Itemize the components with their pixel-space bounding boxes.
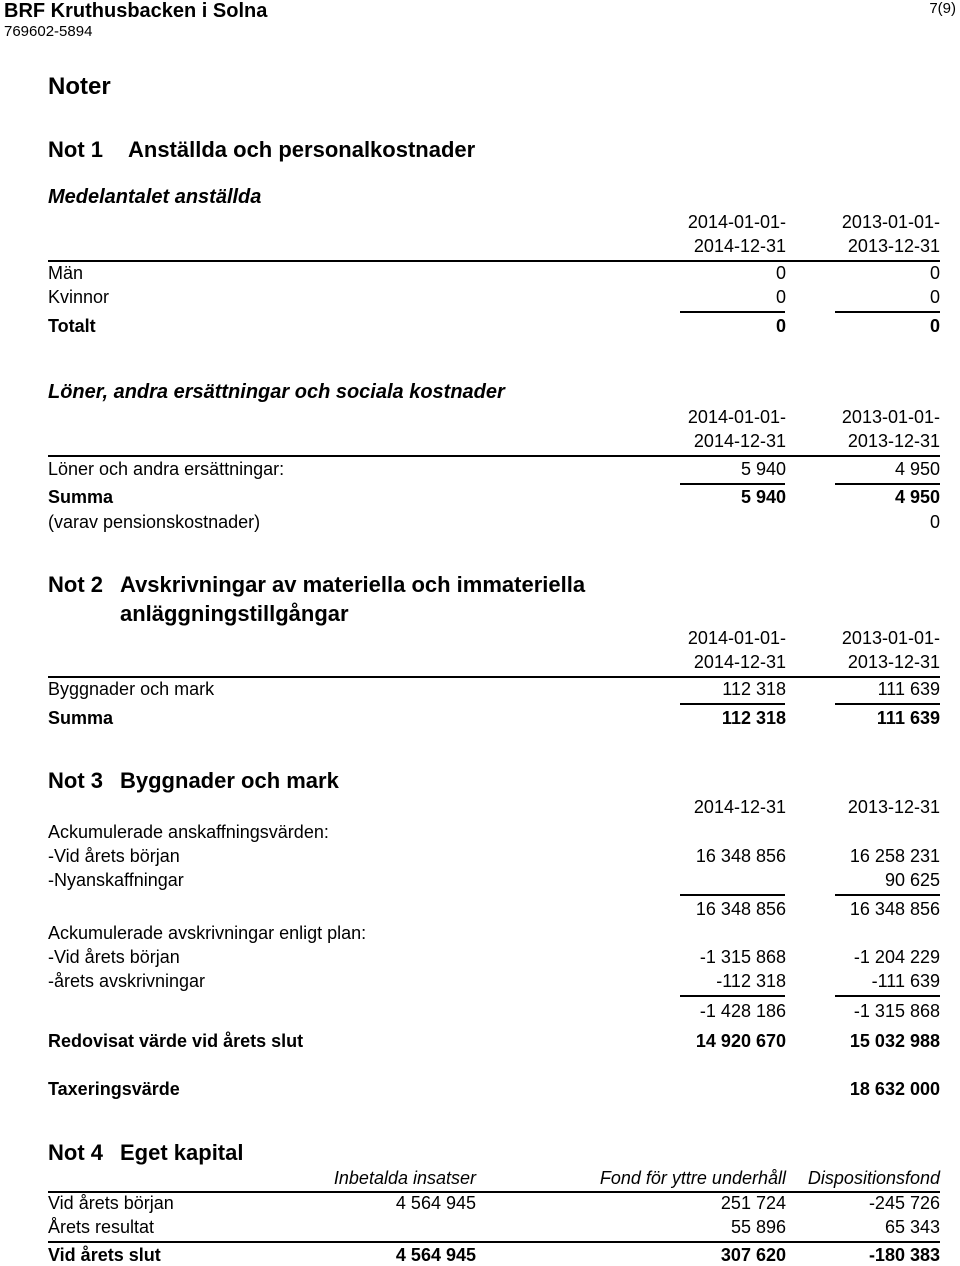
row-value: 55 896: [730, 1217, 786, 1237]
row-value: 112 318: [722, 679, 786, 699]
tax-value-label: Taxeringsvärde: [48, 1079, 180, 1099]
col1-header-line2: 2014-12-31: [693, 652, 786, 672]
total-value: 0: [929, 316, 940, 336]
divider: [48, 260, 940, 262]
sum-line: [835, 703, 940, 705]
book-value: 15 032 988: [849, 1031, 940, 1051]
row-value: 90 625: [884, 870, 940, 890]
row-value: -1 204 229: [853, 947, 940, 967]
row-label: -Vid årets början: [48, 846, 180, 866]
col2-header-line1: 2013-01-01-: [841, 628, 940, 648]
col1-header-line2: 2014-12-31: [693, 431, 786, 451]
total-label: Totalt: [48, 316, 96, 336]
note4-title: Eget kapital: [120, 1140, 244, 1165]
equity-header-maintenance-fund: Fond för yttre underhåll: [599, 1168, 786, 1188]
row-value: 111 639: [877, 679, 940, 699]
divider: [48, 1241, 940, 1243]
subtotal-value: -1 428 186: [699, 1001, 786, 1021]
col2-header: 2013-12-31: [847, 797, 940, 817]
sum-value: 111 639: [876, 708, 940, 728]
row-value: 4 950: [894, 459, 940, 479]
divider: [48, 1191, 940, 1193]
sum-line: [680, 483, 785, 485]
row-value: 5 940: [740, 459, 786, 479]
acq-heading: Ackumulerade anskaffningsvärden:: [48, 822, 329, 842]
note3-number: Not 3: [48, 768, 103, 793]
row-label: Vid årets början: [48, 1193, 174, 1213]
employees-subtitle: Medelantalet anställda: [48, 186, 262, 208]
row-label: Män: [48, 263, 84, 283]
col1-header-line2: 2014-12-31: [693, 236, 786, 256]
row-value: -112 318: [716, 971, 786, 991]
total-value: 4 564 945: [395, 1245, 476, 1265]
note1-number: Not 1: [48, 137, 103, 162]
company-name: BRF Kruthusbacken i Solna: [4, 0, 268, 22]
salaries-subtitle: Löner, andra ersättningar och sociala kostnader: [48, 381, 505, 403]
row-value: 16 348 856: [695, 846, 786, 866]
col2-header-line2: 2013-12-31: [847, 652, 940, 672]
note4-number: Not 4: [48, 1140, 103, 1165]
row-value: 0: [929, 287, 940, 307]
sum-value: 112 318: [721, 708, 786, 728]
note3-title: Byggnader och mark: [120, 768, 339, 793]
sum-value: 4 950: [894, 487, 940, 507]
sum-label: Summa: [48, 487, 114, 507]
book-value: 14 920 670: [695, 1031, 786, 1051]
page-number: 7(9): [929, 0, 956, 17]
row-value: 4 564 945: [395, 1193, 476, 1213]
sum-label: Summa: [48, 708, 114, 728]
row-value: 251 724: [720, 1193, 786, 1213]
sum-line: [835, 483, 940, 485]
subtotal-value: 16 348 856: [849, 899, 940, 919]
dep-heading: Ackumulerade avskrivningar enligt plan:: [48, 923, 367, 943]
divider: [48, 676, 940, 678]
col2-header-line1: 2013-01-01-: [841, 212, 940, 232]
total-value: -180 383: [868, 1245, 940, 1265]
pension-value: 0: [929, 512, 940, 532]
sum-line: [835, 311, 940, 313]
col1-header-line1: 2014-01-01-: [687, 212, 786, 232]
row-label: Kvinnor: [48, 287, 110, 307]
row-value: 0: [775, 287, 786, 307]
equity-header-contributions: Inbetalda insatser: [333, 1168, 476, 1188]
total-label: Vid årets slut: [48, 1245, 161, 1265]
total-value: 0: [775, 316, 786, 336]
row-value: -245 726: [868, 1193, 940, 1213]
row-label: -årets avskrivningar: [48, 971, 206, 991]
total-value: 307 620: [720, 1245, 786, 1265]
sum-line: [835, 995, 940, 997]
col1-header-line1: 2014-01-01-: [687, 407, 786, 427]
pension-label: (varav pensionskostnader): [48, 512, 261, 532]
row-label: -Nyanskaffningar: [48, 870, 184, 890]
divider: [48, 455, 940, 457]
row-label: Löner och andra ersättningar:: [48, 459, 285, 479]
col2-header-line1: 2013-01-01-: [841, 407, 940, 427]
row-value: 65 343: [884, 1217, 940, 1237]
row-value: -111 639: [871, 971, 940, 991]
row-value: 0: [929, 263, 940, 283]
book-value-label: Redovisat värde vid årets slut: [48, 1031, 304, 1051]
tax-value: 18 632 000: [849, 1079, 940, 1099]
subtotal-value: 16 348 856: [695, 899, 786, 919]
sum-line: [680, 995, 785, 997]
page-title: Noter: [48, 73, 111, 100]
row-value: -1 315 868: [699, 947, 786, 967]
note1-title: Anställda och personalkostnader: [128, 137, 476, 162]
row-value: 0: [775, 263, 786, 283]
row-label: Årets resultat: [48, 1217, 155, 1237]
note2-title-line1: Avskrivningar av materiella och immateriella: [120, 572, 586, 597]
row-label: -Vid årets början: [48, 947, 180, 967]
col2-header-line2: 2013-12-31: [847, 236, 940, 256]
col1-header-line1: 2014-01-01-: [687, 628, 786, 648]
sum-line: [680, 894, 785, 896]
col2-header-line2: 2013-12-31: [847, 431, 940, 451]
sum-line: [680, 703, 785, 705]
row-value: 16 258 231: [849, 846, 940, 866]
row-label: Byggnader och mark: [48, 679, 215, 699]
note2-number: Not 2: [48, 572, 103, 597]
note2-title-line2: anläggningstillgångar: [120, 601, 349, 626]
col1-header: 2014-12-31: [693, 797, 786, 817]
sum-line: [680, 311, 785, 313]
equity-header-disposition-fund: Dispositionsfond: [807, 1168, 940, 1188]
org-number: 769602-5894: [4, 23, 93, 40]
sum-line: [835, 894, 940, 896]
subtotal-value: -1 315 868: [853, 1001, 940, 1021]
sum-value: 5 940: [740, 487, 786, 507]
